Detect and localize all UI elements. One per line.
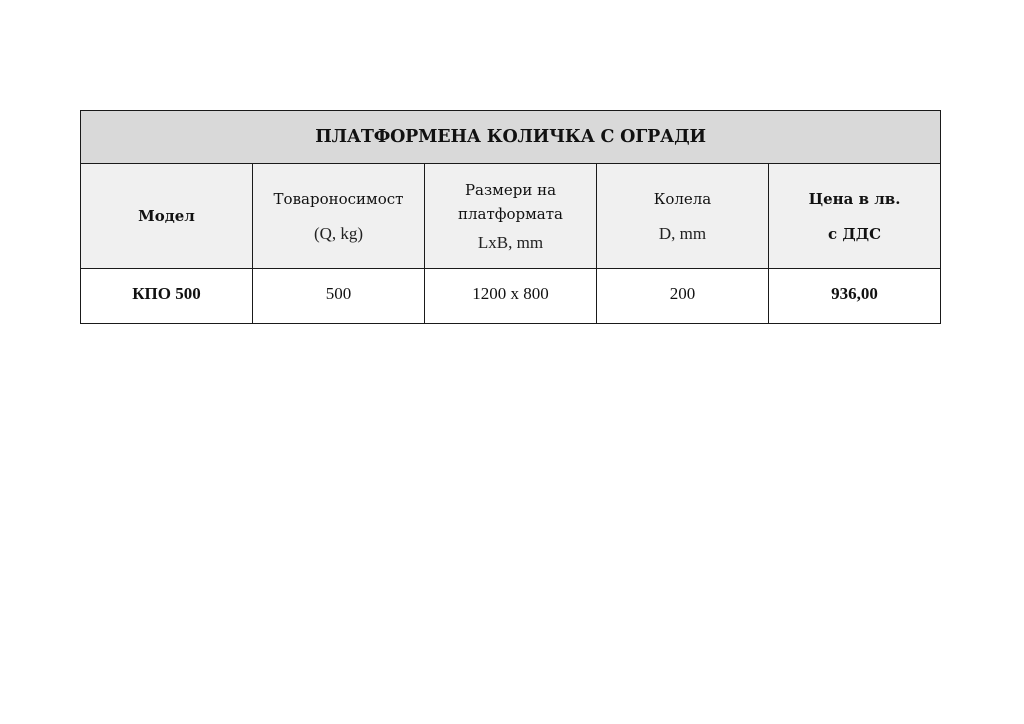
header-dimensions-unit: LxB, mm (477, 233, 544, 252)
cell-capacity: 500 (253, 269, 425, 324)
table-title: ПЛАТФОРМЕНА КОЛИЧКА С ОГРАДИ (81, 111, 941, 164)
header-wheels-label: Колела (653, 190, 712, 208)
header-capacity-label: Товароносимост (273, 190, 404, 208)
header-price-unit: с ДДС (828, 225, 882, 243)
price-table (80, 110, 941, 324)
cell-model: КПО 500 (81, 269, 253, 324)
table-header-row (81, 164, 941, 269)
header-model-label: Модел (138, 207, 195, 225)
cell-dimensions: 1200 x 800 (425, 269, 597, 324)
header-dimensions-label-line1: Размери на (464, 181, 557, 199)
header-dimensions-label-line2: платформата (458, 205, 563, 223)
cell-wheels: 200 (597, 269, 769, 324)
header-capacity-unit: (Q, kg) (313, 224, 364, 243)
table-row (81, 269, 941, 324)
header-price (769, 164, 941, 269)
table-title-row (81, 111, 941, 164)
header-capacity (253, 164, 425, 269)
header-model (81, 164, 253, 269)
cell-price: 936,00 (769, 269, 941, 324)
header-wheels (597, 164, 769, 269)
header-price-label: Цена в лв. (808, 190, 901, 208)
header-dimensions (425, 164, 597, 269)
header-wheels-unit: D, mm (658, 224, 707, 243)
